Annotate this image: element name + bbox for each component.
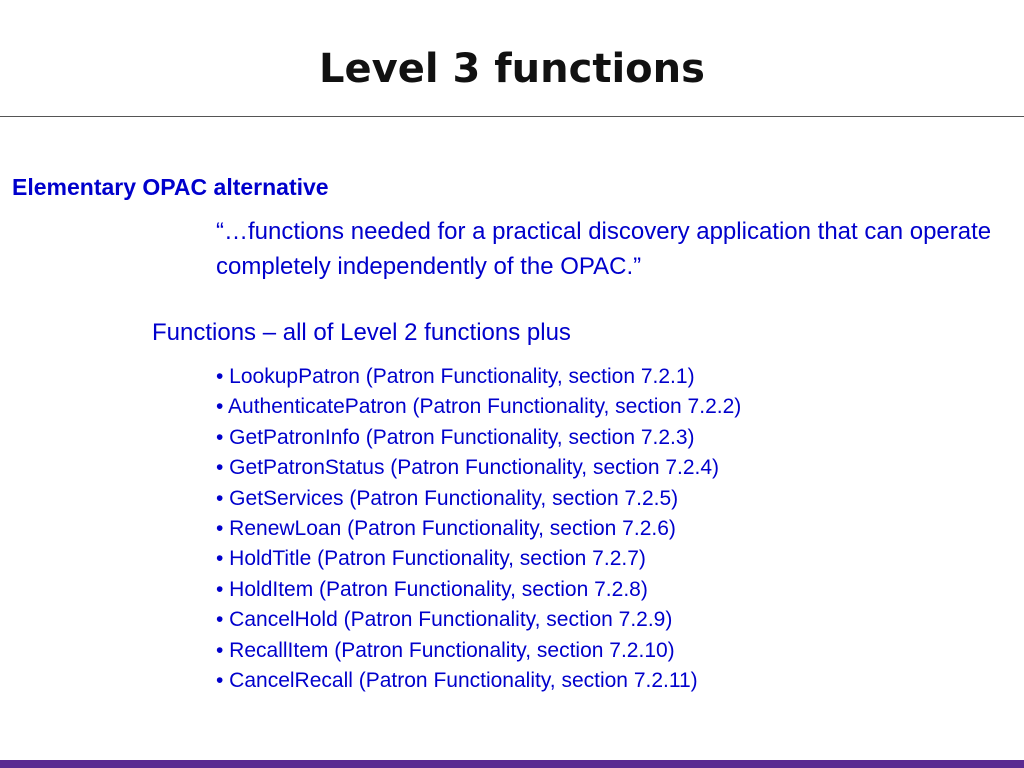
list-item: • CancelRecall (Patron Functionality, section 7.2.11) (216, 669, 698, 693)
bottom-accent-bar (0, 760, 1024, 768)
quote-text: “…functions needed for a practical discovery application that can operate completely independently of the OPAC.” (216, 218, 992, 280)
list-item: • GetServices (Patron Functionality, section 7.2.5) (216, 486, 679, 510)
list-item: • GetPatronStatus (Patron Functionality, section 7.2.4) (216, 456, 720, 480)
list-item: • GetPatronInfo (Patron Functionality, section 7.2.3) (216, 425, 695, 449)
slide-title: Level 3 functions (319, 46, 705, 92)
functions-intro: Functions – all of Level 2 functions plus (152, 319, 571, 346)
section-heading: Elementary OPAC alternative (12, 174, 329, 200)
list-item: • HoldTitle (Patron Functionality, section 7.2.7) (216, 547, 646, 571)
title-divider (0, 116, 1024, 117)
list-item: • LookupPatron (Patron Functionality, section 7.2.1) (216, 365, 695, 388)
list-item: • RenewLoan (Patron Functionality, section 7.2.6) (216, 517, 676, 541)
list-item: • RecallItem (Patron Functionality, section 7.2.10) (216, 638, 675, 662)
list-item: • AuthenticatePatron (Patron Functionality, section 7.2.2) (216, 395, 742, 419)
function-list (216, 362, 741, 696)
list-item: • CancelHold (Patron Functionality, section 7.2.9) (216, 608, 673, 632)
list-item: • HoldItem (Patron Functionality, section 7.2.8) (216, 577, 648, 601)
